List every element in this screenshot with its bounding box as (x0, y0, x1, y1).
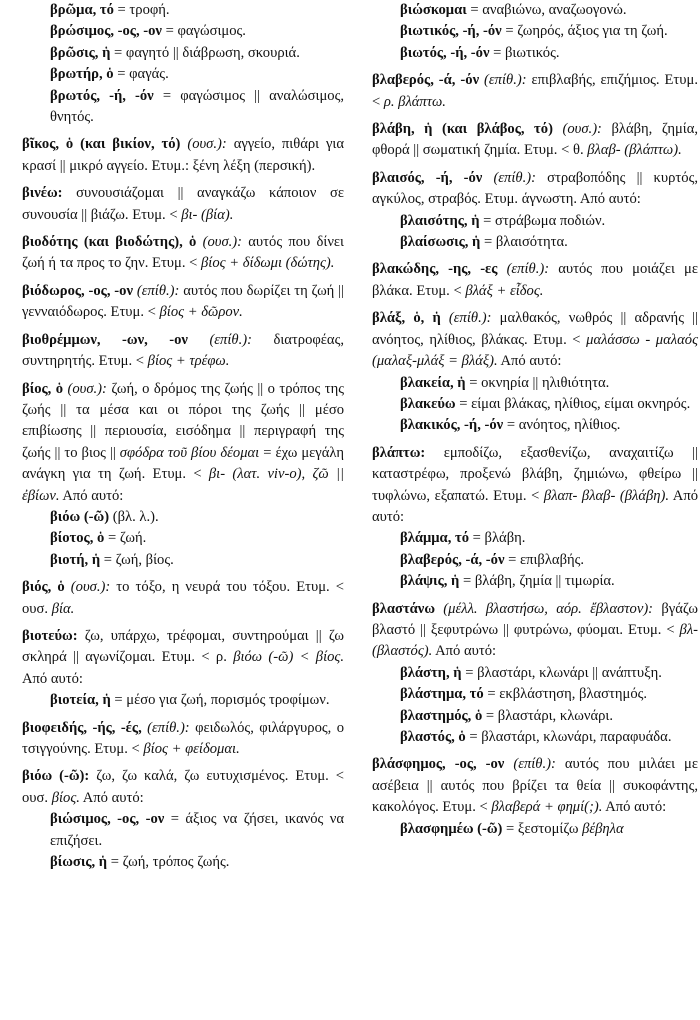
headword: βίος, ὁ (22, 380, 64, 397)
headword: βιοτεύω: (22, 627, 78, 644)
headword: βιός, ὁ (22, 579, 65, 596)
entry-text: = φαγώσιμος. (161, 23, 246, 40)
entry-text: = βλαστάρι, κλωνάρι || ανάπτυξη. (461, 664, 662, 681)
entry-text: διατροφέας, συντηρητής. Ετυμ. < (22, 331, 344, 370)
derived-entry (372, 43, 698, 64)
headword: βλαβερός, -ά, -όν (400, 551, 505, 568)
derived-entry (372, 819, 698, 840)
entry-italic: βι- (λατ. viv-o), ζῶ || ἐβίων. (22, 466, 345, 504)
dictionary-entry (372, 119, 698, 162)
entry-text: = αναβιώνω, αναζωογονώ. (466, 2, 627, 18)
entry-text: = ζωή, τρόπος ζωής. (107, 854, 230, 871)
entry-italic: βίος + φείδομαι. (139, 741, 240, 757)
derived-entry (22, 86, 344, 129)
entry-italic: ρ. βλάπτω. (380, 93, 446, 110)
entry-italic: βλ- (βλαστός). (372, 621, 698, 660)
headword: βῖκος, ὁ (και βικίον, τό) (22, 136, 181, 153)
entry-text: = είμαι βλάκας, ηλίθιος, είμαι οκνηρός. (455, 395, 691, 412)
headword: βλακεία, ἡ (400, 374, 466, 391)
derived-entry (372, 706, 698, 727)
entry-text: = βλάβη, ζημία || τιμωρία. (459, 573, 615, 590)
entry-text: Από αυτό: (79, 789, 144, 806)
entry-text: = βλαισότητα. (480, 234, 568, 251)
entry-text: στραβοπόδης || κυρτός, αγκύλος, στραβός. Ετυμ. άγνωστη. Από αυτό: (372, 169, 698, 208)
entry-text: = έχω μεγάλη ανάγκη για τη ζωή. Ετυμ. < (22, 444, 344, 483)
derived-entry (372, 21, 698, 42)
derived-entry (22, 550, 344, 571)
headword: βλάσφημος, -ος, -ον (372, 756, 505, 773)
dictionary-entry (372, 599, 698, 663)
headword: βλαισός, -ή, -όν (372, 169, 483, 186)
entry-italic: βίος + δίδωμι (δώτης). (197, 255, 335, 272)
headword: βλάψις, ἡ (400, 573, 460, 590)
dictionary-entry (22, 232, 344, 275)
derived-entry (22, 809, 344, 852)
entry-italic: βι- (βία). (177, 206, 234, 223)
headword: βλαστός, ὁ (400, 729, 466, 745)
headword: βιώσιμος, -ος, -ον (50, 811, 165, 828)
entry-italic: (ουσ.): (552, 121, 602, 138)
dictionary-entry (22, 766, 344, 809)
entry-italic: (επίθ.): (440, 310, 492, 327)
headword: βλάστημα, τό (400, 686, 484, 703)
entry-italic: σφόδρα τοῦ βίου δέομαι (115, 444, 260, 461)
derived-entry (372, 684, 698, 705)
dictionary-entry (22, 577, 344, 620)
derived-entry (372, 232, 698, 253)
entry-text: = βλάβη. (469, 530, 526, 547)
entry-italic: (ουσ.): (180, 136, 227, 153)
entry-italic: (μέλλ. βλαστήσω, αόρ. ἔβλαστον): (435, 600, 654, 617)
headword: βιοδότης (και βιοδώτης), ὁ (22, 234, 197, 251)
dictionary-entry (372, 70, 698, 113)
headword: βλαισότης, ἡ (400, 212, 480, 229)
entry-italic: (ουσ.): (64, 579, 111, 596)
entry-italic: βλαβ- (βλάπτω). (583, 142, 682, 159)
derived-entry (22, 528, 344, 549)
entry-text: φειδωλός, φιλάργυρος, ο τσιγγούνης. Ετυμ. < (22, 719, 344, 757)
derived-entry (22, 852, 344, 873)
entry-text: = ανόητος, ηλίθιος. (503, 417, 621, 434)
entry-text: = φαγητό || διάβρωση, σκουριά. (110, 44, 300, 61)
entry-text: = ζωή, βίος. (100, 551, 174, 568)
entry-text: βγάζω βλαστό || ξεφυτρώνω || φυτρώνω, φύομαι. Ετυμ. < (372, 600, 698, 638)
headword: βλαίσωσις, ἡ (400, 234, 481, 251)
headword: βιοτή, ἡ (50, 551, 101, 568)
dictionary-entry (22, 134, 344, 177)
headword: βιοτεία, ἡ (50, 692, 111, 709)
entry-text: ζω, υπάρχω, τρέφομαι, συντηρούμαι || ζω σκληρά || αγωνίζομαι. Ετυμ. < ρ. (22, 627, 344, 666)
derived-entry (372, 571, 698, 592)
headword: βλάμμα, τό (400, 530, 470, 547)
entry-text: = ζωή. (104, 530, 147, 547)
entry-text: = ξεστομίζω (502, 820, 579, 837)
headword: βίοτος, ὁ (50, 530, 105, 547)
entry-text: Από αυτό: (22, 670, 83, 687)
entry-text: το τόξο, η νευρά του τόξου. Ετυμ. < ουσ. (22, 579, 345, 617)
entry-italic: βλαβερά + φημί(;). (487, 799, 603, 816)
entry-text: ζω, ζω καλά, ζω ευτυχισμένος. Ετυμ. < ουσ. (22, 768, 344, 806)
derived-entry (372, 550, 698, 571)
derived-entry (372, 394, 698, 415)
headword: βιώσκομαι (400, 2, 467, 18)
headword: βιόδωρος, -ος, -ον (22, 282, 133, 299)
headword: βλάβη, ἡ (και βλάβος, τό) (372, 121, 553, 138)
entry-italic: (ουσ.): (196, 234, 243, 251)
entry-italic: βίος. (48, 789, 80, 806)
derived-entry (372, 373, 698, 394)
entry-italic: (επίθ.): (482, 169, 536, 186)
dictionary-entry (372, 308, 698, 372)
derived-entry (372, 727, 698, 748)
left-column (22, 0, 344, 873)
entry-italic: (επίθ.): (187, 331, 252, 348)
dictionary-entry (22, 281, 344, 324)
entry-text: = βιωτικός. (489, 44, 560, 61)
entry-text: Από αυτό: (372, 487, 698, 525)
headword: βρωτήρ, ὁ (50, 66, 114, 83)
derived-entry (372, 528, 698, 549)
entry-text: = φαγάς. (113, 66, 169, 83)
entry-text: Από αυτό: (59, 487, 124, 504)
right-column (372, 0, 698, 840)
headword: βιόω (-ῶ) (50, 508, 110, 525)
entry-italic: (επίθ.): (479, 72, 527, 89)
headword: βλάστη, ἡ (400, 664, 462, 681)
entry-text: = άξιος να ζήσει, ικανός να επιζήσει. (50, 811, 344, 849)
derived-entry (22, 64, 344, 85)
headword: βλάπτω: (372, 444, 426, 461)
derived-entry (22, 43, 344, 64)
entry-text: = φαγώσιμος || αναλώσιμος, θνητός. (50, 87, 345, 126)
headword: βιόω (-ῶ): (22, 768, 90, 785)
dictionary-entry (372, 168, 698, 211)
derived-entry (22, 0, 344, 21)
headword: βλαβερός, -ά, -όν (372, 72, 480, 89)
headword: βλακεύω (400, 395, 456, 412)
headword: βίωσις, ἡ (50, 854, 108, 871)
dictionary-entry (22, 330, 344, 373)
headword: βλαστημός, ὁ (400, 707, 483, 724)
headword: βιοφειδής, -ής, -ές, (22, 719, 142, 736)
entry-italic: βλαπ- βλαβ- (βλάβη). (539, 487, 670, 504)
dictionary-entry (22, 626, 344, 690)
entry-italic: (επίθ.): (504, 756, 556, 773)
derived-entry (22, 21, 344, 42)
dictionary-entry (372, 443, 698, 529)
entry-italic: (ουσ.): (63, 380, 107, 397)
entry-italic: μαλάσσω - μαλαός (μαλαξ-μλάξ = βλάξ). (372, 331, 698, 370)
derived-entry (372, 415, 698, 436)
headword: βρῶμα, τό (50, 2, 114, 18)
entry-text: = μέσο για ζωή, πορισμός τροφίμων. (110, 692, 330, 709)
entry-italic: (επίθ.): (141, 719, 190, 736)
entry-text: = οκνηρία || ηλιθιότητα. (465, 374, 610, 391)
headword: βινέω: (22, 185, 63, 202)
derived-entry (22, 690, 344, 711)
derived-entry (372, 663, 698, 684)
entry-text: = στράβωμα ποδιών. (479, 212, 606, 229)
entry-italic: βία. (48, 600, 75, 617)
headword: βιωτός, -ή, -όν (400, 44, 490, 61)
headword: βλαστάνω (372, 600, 435, 617)
entry-italic: βίος + τρέφω. (144, 353, 230, 370)
headword: βλάξ, ὁ, ἡ (372, 310, 441, 327)
entry-text: μαλθακός, νωθρός || αδρανής || ανόητος, ηλίθιος, βλάκας. Ετυμ. < (372, 310, 698, 348)
entry-text: ζωή, ο δρόμος της ζωής || ο τρόπος της ζωής || τα μέσα και οι πόροι της ζωής || μέσο επιβίωσης || περιουσία, εισόδημα || περιγραφή της ζωής || το βιος || (22, 380, 344, 461)
dictionary-entry (22, 379, 344, 507)
entry-text: (βλ. λ.). (109, 508, 159, 525)
entry-text: = βλαστάρι, κλωνάρι, παραφυάδα. (465, 729, 672, 745)
entry-text: = βλαστάρι, κλωνάρι. (482, 707, 613, 724)
headword: βρῶσις, ἡ (50, 44, 111, 61)
headword: βιωτικός, -ή, -όν (400, 23, 502, 40)
entry-text: = εκβλάστηση, βλαστημός. (483, 686, 648, 703)
headword: βρωτός, -ή, -όν (50, 87, 154, 104)
entry-text: αυτός που δίνει ζωή ή τα προς το ζην. Ετυμ. < (22, 234, 344, 272)
entry-text: = επιβλαβής. (504, 551, 585, 568)
entry-text: αγγείο, πιθάρι για κρασί || μικρό αγγείο. Ετυμ.: ξένη λέξη (περσική). (22, 136, 344, 174)
derived-entry (22, 507, 344, 528)
entry-italic: (επίθ.): (133, 282, 180, 299)
dictionary-entry (372, 259, 698, 302)
entry-italic: βιόω (-ῶ) < βίος. (226, 649, 344, 666)
entry-text: Από αυτό: (602, 799, 667, 816)
entry-text: επιβλαβής, επιζήμιος. Ετυμ. < (372, 72, 698, 110)
entry-text: Από αυτό: (497, 353, 562, 370)
headword: βρώσιμος, -ος, -ον (50, 23, 162, 40)
entry-text: βλάβη, ζημία, φθορά || σωματική ζημία. Ετυμ. < θ. (372, 121, 698, 159)
entry-italic: βίος + δῶρον. (155, 304, 243, 321)
entry-text: αυτός που δωρίζει τη ζωή || γενναιόδωρος. Ετυμ. < (22, 282, 344, 321)
headword: βλασφημέω (-ῶ) (400, 820, 503, 837)
entry-text: Από αυτό: (432, 643, 497, 660)
entry-text: = τροφή. (113, 2, 170, 18)
headword: βλακώδης, -ης, -ες (372, 261, 498, 278)
derived-entry (372, 0, 698, 21)
entry-text: αυτός που μοιάζει με βλάκα. Ετυμ. < (372, 261, 698, 299)
entry-text: συνουσιάζομαι || αναγκάζω κάποιον σε συνουσία || βιάζω. Ετυμ. < (22, 185, 344, 223)
headword: βλακικός, -ή, -όν (400, 417, 504, 434)
dictionary-entry (22, 718, 344, 761)
dictionary-entry (372, 754, 698, 818)
entry-text: αυτός που μιλάει με ασέβεια || αυτός που βρίζει τα θεία || συκοφάντης, κακολόγος. Ετυμ. < (372, 756, 699, 816)
entry-italic: βλάξ + εἶδος. (461, 282, 544, 299)
derived-entry (372, 211, 698, 232)
dictionary-entry (22, 183, 344, 226)
entry-text: εμποδίζω, εξασθενίζω, αναχαιτίζω || καταστρέφω, προξενώ βλάβη, ζημιώνω, φθείρω || τυφλώνω, εξαπατώ. Ετυμ. < (372, 444, 698, 504)
entry-italic: βέβηλα (578, 820, 624, 837)
headword: βιοθρέμμων, -ων, -ον (22, 331, 188, 348)
entry-text: = ζωηρός, άξιος για τη ζωή. (501, 23, 668, 40)
entry-italic: (επίθ.): (497, 261, 550, 278)
